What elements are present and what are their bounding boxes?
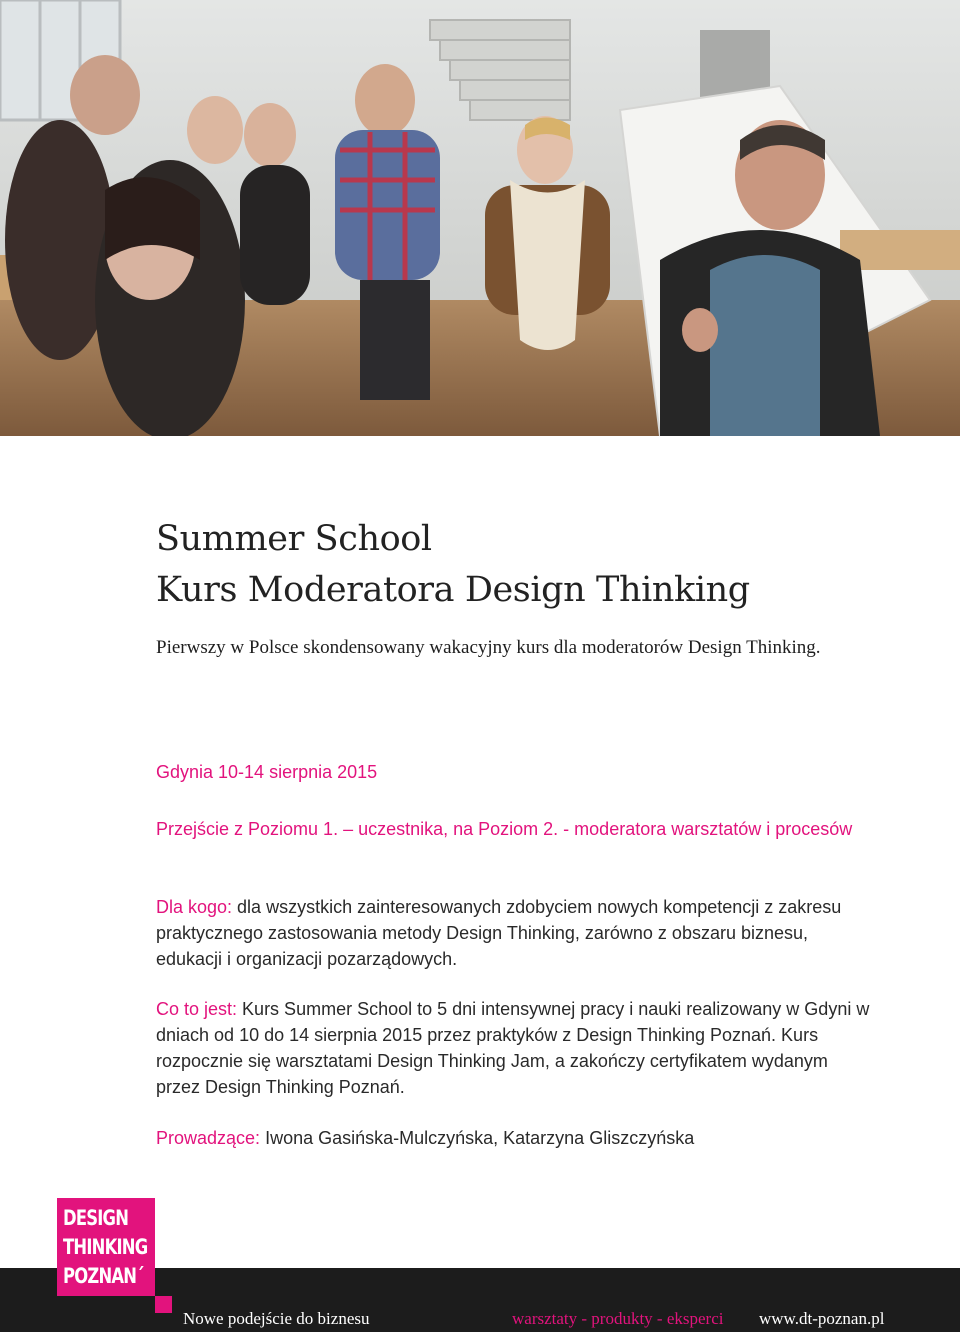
title-line-1: Summer School	[156, 519, 432, 559]
title-line-2: Kurs Moderatora Design Thinking	[156, 570, 750, 610]
workshop-photo-illustration	[0, 0, 960, 436]
logo-line-1: DESIGN	[63, 1206, 129, 1230]
audience-text: dla wszystkich zainteresowanych zdobyciem nowych kompetencji z zakresu praktycznego zastosowania metody Design Thinking, zarówno z obszaru biznesu, edukacji i organizacji pozarządowych.	[156, 897, 842, 969]
audience-paragraph	[156, 894, 876, 972]
leaders-text: Iwona Gasińska-Mulczyńska, Katarzyna Gliszczyńska	[260, 1128, 695, 1148]
header-photo	[0, 0, 960, 436]
footer-services: warsztaty - produkty - eksperci	[512, 1309, 724, 1328]
subtitle: Pierwszy w Polsce skondensowany wakacyjny kurs dla moderatorów Design Thinking.	[156, 637, 821, 658]
design-thinking-poznan-logo	[57, 1198, 155, 1296]
description-text: Kurs Summer School to 5 dni intensywnej pracy i nauki realizowany w Gdyni w dniach od 10 do 14 sierpnia 2015 przez praktyków z Design Thinking Poznań. Kurs rozpocznie się warsztatami Design Thinking Jam, a zakończy certyfikatem wydanym przez Design Thinking Poznań.	[156, 999, 870, 1097]
description-paragraph	[156, 996, 876, 1100]
footer-website-link[interactable]: www.dt-poznan.pl	[759, 1309, 885, 1328]
leaders-paragraph	[156, 1125, 876, 1151]
dateline: Gdynia 10-14 sierpnia 2015	[156, 762, 378, 782]
leaders-label: Prowadzące:	[156, 1128, 261, 1148]
audience-label: Dla kogo:	[156, 897, 233, 917]
logo-line-2: THINKING	[63, 1235, 148, 1259]
page-title	[156, 514, 916, 616]
description-label: Co to jest:	[156, 999, 238, 1019]
logo-corner-square	[155, 1296, 172, 1313]
footer-tagline: Nowe podejście do biznesu	[183, 1309, 370, 1328]
level-transition: Przejście z Poziomu 1. – uczestnika, na Poziom 2. - moderatora warsztatów i procesów	[156, 819, 853, 839]
logo-line-3: POZNAN´	[63, 1264, 144, 1288]
